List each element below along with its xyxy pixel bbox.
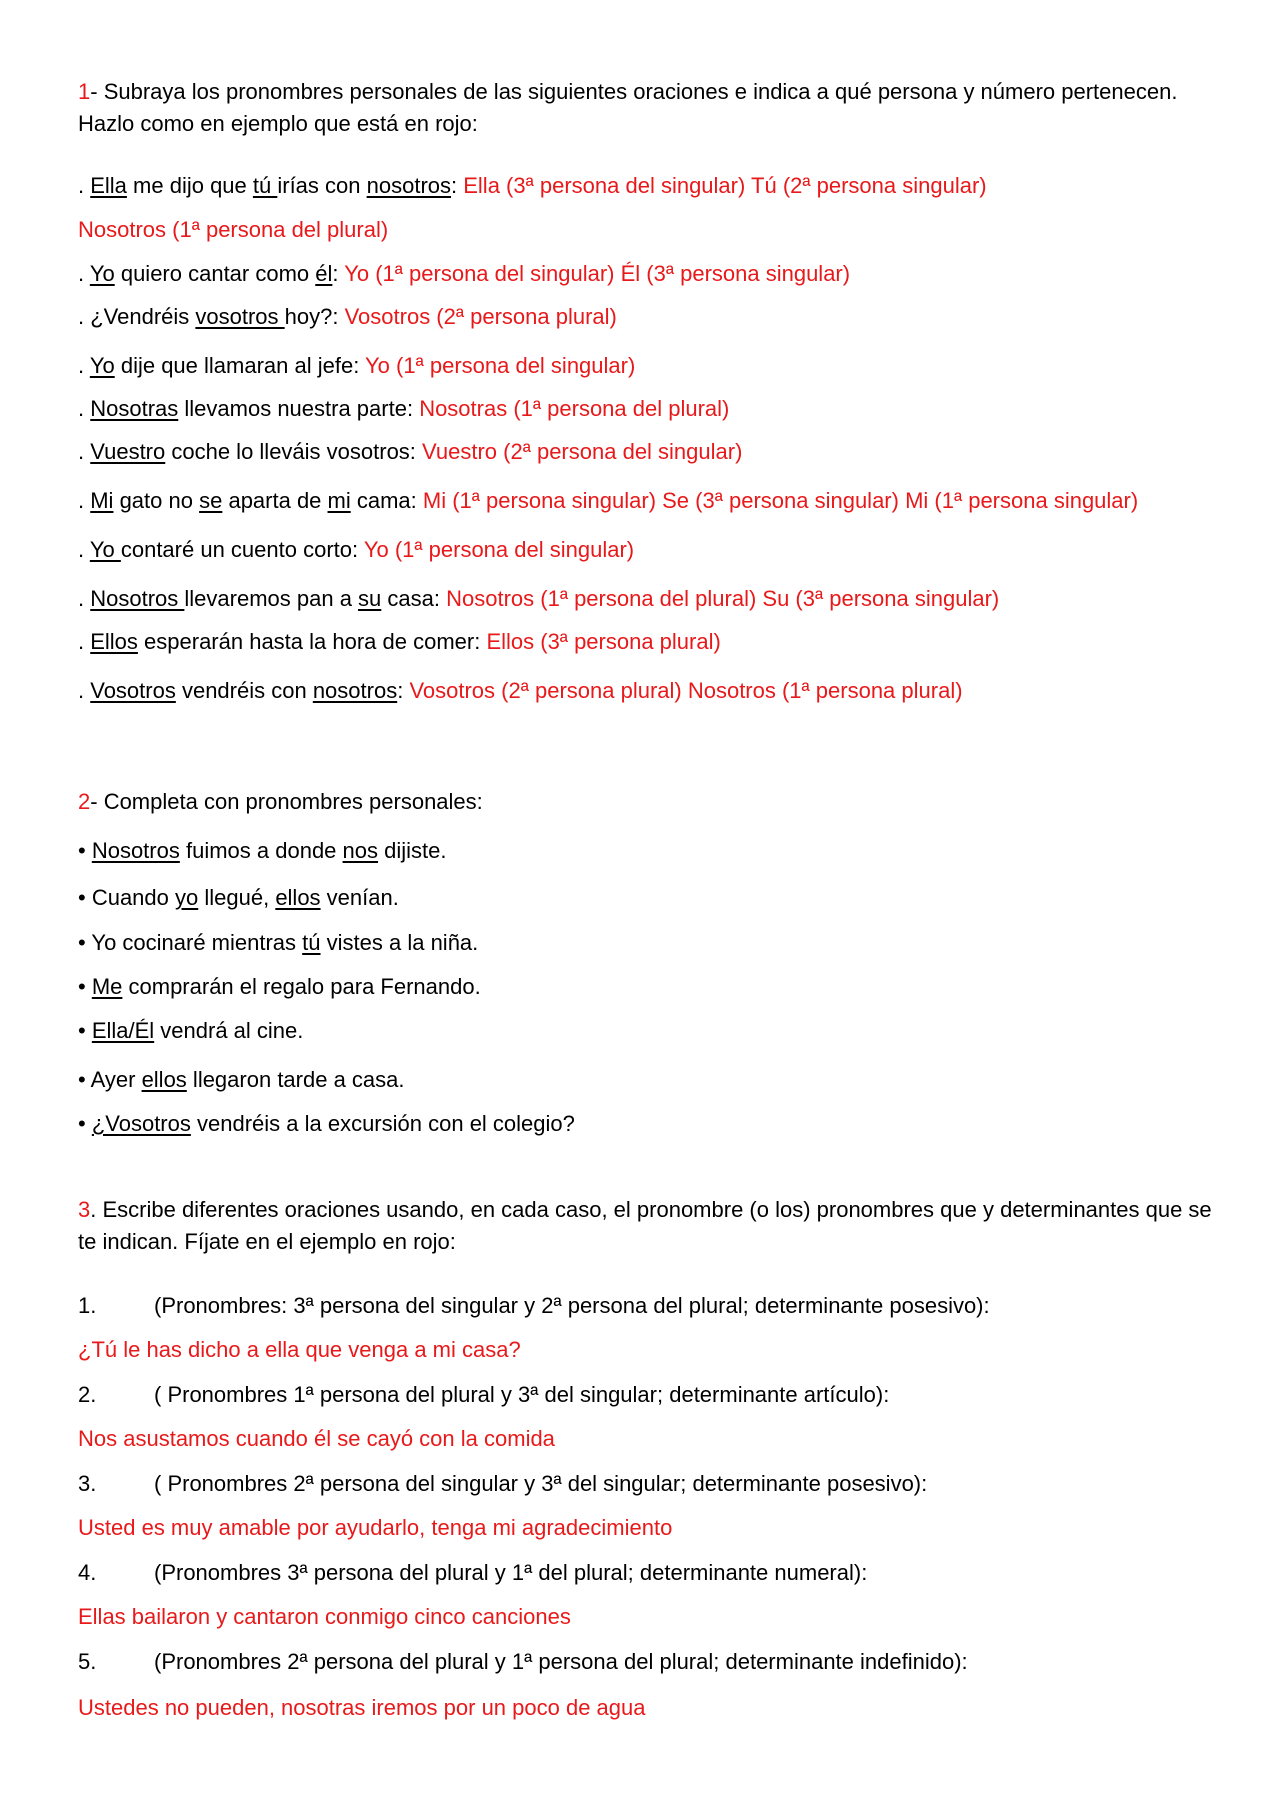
ex3-item-number: 2.: [78, 1382, 97, 1407]
ex1-answer: Yo (1ª persona del singular): [363, 537, 635, 562]
ex3-item-prompt: (Pronombres 3ª persona del plural y 1ª del plural; determinante numeral):: [154, 1560, 868, 1585]
ex3-item-answer: Usted es muy amable por ayudarlo, tenga mi agradecimiento: [78, 1515, 673, 1540]
ex1-answer: Ellos (3ª persona plural): [486, 629, 721, 654]
ex2-item-4: • Me comprarán el regalo para Fernando.: [78, 974, 481, 999]
ex3-item-prompt: (Pronombres 2ª persona del plural y 1ª persona del plural; determinante indefinido):: [154, 1649, 968, 1674]
ex3-number: 3: [78, 1197, 91, 1222]
ex3-item-answer: Nos asustamos cuando él se cayó con la comida: [78, 1426, 555, 1451]
ex3-instruction: 3. Escribe diferentes oraciones usando, en cada caso, el pronombre (o los) pronombres que y determinantes que se: [78, 1197, 1212, 1222]
ex3-item-number: 5.: [78, 1649, 97, 1674]
ex1-line-11: . Vosotros vendréis con nosotros: Vosotros (2ª persona plural) Nosotros (1ª persona plural): [78, 678, 963, 703]
ex1-line-8: . Yo contaré un cuento corto: Yo (1ª persona del singular): [78, 537, 635, 562]
ex3-item-number: 1.: [78, 1293, 97, 1318]
ex1-line-9: . Nosotros llevaremos pan a su casa: Nosotros (1ª persona del plural) Su (3ª persona singular): [78, 586, 1000, 611]
ex1-line-5: . Nosotras llevamos nuestra parte: Nosotras (1ª persona del plural): [78, 396, 730, 421]
ex1-line-1-cont: Nosotros (1ª persona del plural): [78, 217, 389, 242]
ex2-item-1: • Nosotros fuimos a donde nos dijiste.: [78, 838, 447, 863]
ex2-instruction: 2- Completa con pronombres personales:: [78, 789, 483, 814]
ex1-instruction: 1- Subraya los pronombres personales de las siguientes oraciones e indica a qué persona y número pertenecen.: [78, 79, 1178, 104]
ex1-instruction-cont: Hazlo como en ejemplo que está en rojo:: [78, 111, 478, 136]
ex1-line-2: . Yo quiero cantar como él: Yo (1ª persona del singular) Él (3ª persona singular): [78, 261, 851, 286]
ex3-item-number: 3.: [78, 1471, 97, 1496]
ex2-number: 2: [78, 789, 91, 814]
ex2-item-6: • Ayer ellos llegaron tarde a casa.: [78, 1067, 405, 1092]
ex3-item-prompt: (Pronombres: 3ª persona del singular y 2ª persona del plural; determinante posesivo):: [154, 1293, 990, 1318]
ex1-line-10: . Ellos esperarán hasta la hora de comer: Ellos (3ª persona plural): [78, 629, 721, 654]
ex2-item-3: • Yo cocinaré mientras tú vistes a la niña.: [78, 930, 479, 955]
ex1-answer: Nosotros (1ª persona del plural) Su (3ª persona singular): [446, 586, 1000, 611]
ex1-answer: Yo (1ª persona del singular): [365, 353, 636, 378]
ex3-item-answer: Ustedes no pueden, nosotras iremos por un poco de agua: [78, 1695, 646, 1720]
ex1-answer: Vosotros (2ª persona plural) Nosotros (1ª persona plural): [409, 678, 963, 703]
ex1-line-1: . Ella me dijo que tú irías con nosotros: Ella (3ª persona del singular) Tú (2ª persona singular): [78, 173, 987, 198]
ex1-answer: Vosotros (2ª persona plural): [344, 304, 617, 329]
ex3-instruction-cont: te indican. Fíjate en el ejemplo en rojo:: [78, 1229, 456, 1254]
ex1-answer: Mi (1ª persona singular) Se (3ª persona singular) Mi (1ª persona singular): [422, 488, 1139, 513]
ex1-answer: Ella (3ª persona del singular) Tú (2ª persona singular): [463, 173, 987, 198]
ex3-item-number: 4.: [78, 1560, 97, 1585]
ex1-answer: Yo (1ª persona del singular) Él (3ª persona singular): [344, 261, 851, 286]
ex1-answer: Vuestro (2ª persona del singular): [422, 439, 743, 464]
ex1-answer: Nosotras (1ª persona del plural): [419, 396, 730, 421]
ex1-line-3: . ¿Vendréis vosotros hoy?: Vosotros (2ª persona plural): [78, 304, 617, 329]
ex2-item-5: • Ella/Él vendrá al cine.: [78, 1018, 304, 1043]
ex3-item-answer: Ellas bailaron y cantaron conmigo cinco canciones: [78, 1604, 571, 1629]
ex1-line-7: . Mi gato no se aparta de mi cama: Mi (1ª persona singular) Se (3ª persona singular) Mi (1ª persona singular): [78, 488, 1139, 513]
ex3-item-prompt: ( Pronombres 1ª persona del plural y 3ª del singular; determinante artículo):: [154, 1382, 890, 1407]
ex2-item-7: • ¿Vosotros vendréis a la excursión con el colegio?: [78, 1111, 575, 1136]
ex1-number: 1: [78, 79, 91, 104]
ex2-item-2: • Cuando yo llegué, ellos venían.: [78, 885, 399, 910]
ex1-line-4: . Yo dije que llamaran al jefe: Yo (1ª persona del singular): [78, 353, 636, 378]
ex1-line-6: . Vuestro coche lo lleváis vosotros: Vuestro (2ª persona del singular): [78, 439, 743, 464]
ex3-item-answer: ¿Tú le has dicho a ella que venga a mi casa?: [78, 1337, 521, 1362]
ex3-item-prompt: ( Pronombres 2ª persona del singular y 3ª del singular; determinante posesivo):: [154, 1471, 928, 1496]
